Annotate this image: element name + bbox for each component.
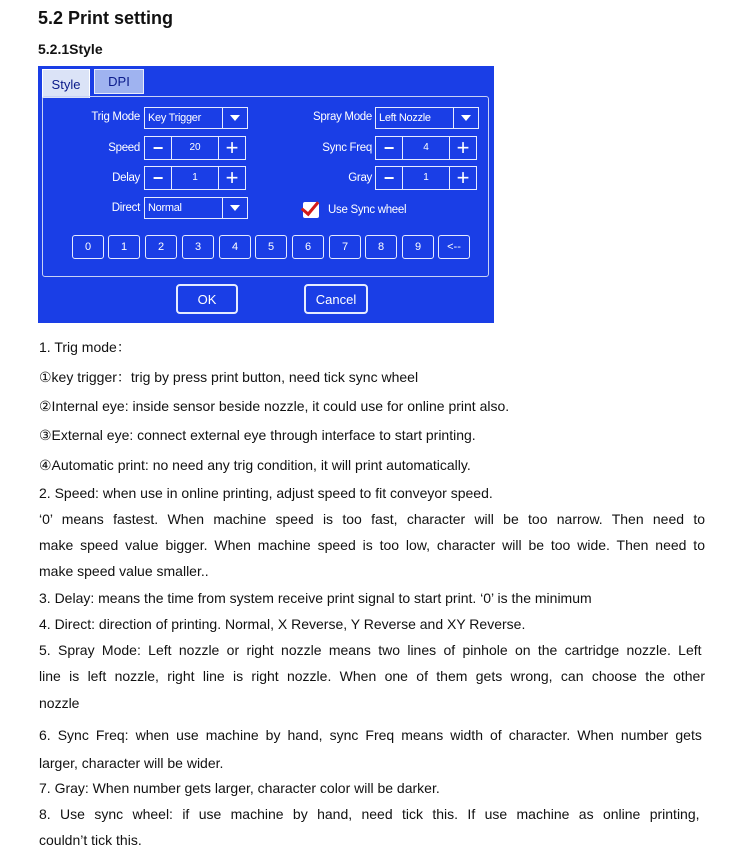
direct-select[interactable] — [144, 197, 248, 219]
sync-freq-label: Sync Freq — [322, 142, 372, 154]
key-3[interactable]: 3 — [182, 235, 214, 259]
minus-icon[interactable]: − — [376, 137, 403, 159]
paragraph-line: make speed value smaller.. — [39, 563, 209, 579]
list-item-internal-eye: ②Internal eye: inside sensor beside nozzle, it could use for online print also. — [39, 398, 510, 414]
list-item-gray: 7. Gray: When number gets larger, character color will be darker. — [39, 780, 440, 796]
minus-icon[interactable]: − — [145, 167, 172, 189]
cancel-button[interactable]: Cancel — [304, 284, 368, 314]
delay-stepper[interactable] — [144, 166, 246, 190]
paragraph-line: line is left nozzle, right line is right nozzle. When one of them gets wrong, can choose the other — [39, 668, 705, 684]
list-item-direct: 4. Direct: direction of printing. Normal, X Reverse, Y Reverse and XY Reverse. — [39, 616, 526, 632]
key-6[interactable]: 6 — [292, 235, 324, 259]
spray-mode-select[interactable] — [375, 107, 479, 129]
list-item-spray-mode: 5. Spray Mode: Left nozzle or right nozzle means two lines of pinhole on the cartridge nozzle. Left — [39, 642, 702, 658]
paragraph-line: couldn’t tick this. — [39, 832, 142, 848]
direct-label: Direct — [111, 202, 140, 214]
tab-style[interactable]: Style — [42, 69, 90, 98]
trig-mode-value: Key Trigger — [148, 112, 201, 124]
key-0[interactable]: 0 — [72, 235, 104, 259]
list-item-delay: 3. Delay: means the time from system receive print signal to start print. ‘0’ is the minimum — [39, 590, 592, 606]
style-settings-panel — [38, 66, 494, 323]
sync-freq-stepper[interactable] — [375, 136, 477, 160]
paragraph-line: nozzle — [39, 695, 80, 711]
speed-label: Speed — [108, 142, 140, 154]
gray-stepper[interactable] — [375, 166, 477, 190]
paragraph-line: ‘0’ means fastest. When machine speed is too fast, character will be too narrow. Then need to — [39, 511, 705, 527]
chevron-down-icon[interactable] — [453, 108, 478, 128]
list-item-speed: 2. Speed: when use in online printing, adjust speed to fit conveyor speed. — [39, 485, 493, 501]
delay-value[interactable]: 1 — [192, 172, 198, 183]
list-item-key-trigger: ①key trigger：trig by press print button, need tick sync wheel — [39, 369, 419, 385]
spray-mode-label: Spray Mode — [312, 111, 372, 123]
speed-stepper[interactable] — [144, 136, 246, 160]
list-item-sync-freq: 6. Sync Freq: when use machine by hand, sync Freq means width of character. When number gets — [39, 727, 702, 743]
gray-value[interactable]: 1 — [423, 172, 429, 183]
direct-value: Normal — [148, 202, 182, 214]
gray-label: Gray — [348, 172, 372, 184]
paragraph-line: make speed value bigger. When machine speed is too low, character will be too wide. Then need to — [39, 537, 705, 553]
key-8[interactable]: 8 — [365, 235, 397, 259]
sync-wheel-label: Use Sync wheel — [328, 204, 407, 216]
list-item-trig-mode: 1. Trig mode： — [39, 339, 131, 355]
trig-mode-select[interactable] — [144, 107, 248, 129]
plus-icon[interactable]: + — [218, 137, 245, 159]
plus-icon[interactable]: + — [218, 167, 245, 189]
key-4[interactable]: 4 — [219, 235, 251, 259]
list-item-external-eye: ③External eye: connect external eye through interface to start printing. — [39, 427, 476, 443]
spray-mode-value: Left Nozzle — [379, 112, 431, 124]
minus-icon[interactable]: − — [376, 167, 403, 189]
backspace-key[interactable]: <-- — [438, 235, 470, 259]
trig-mode-label: Trig Mode — [91, 111, 140, 123]
delay-label: Delay — [112, 172, 140, 184]
section-heading: 5.2 Print setting — [38, 8, 174, 28]
list-item-automatic-print: ④Automatic print: no need any trig condition, it will print automatically. — [39, 457, 471, 473]
plus-icon[interactable]: + — [449, 167, 476, 189]
minus-icon[interactable]: − — [145, 137, 172, 159]
key-2[interactable]: 2 — [145, 235, 177, 259]
sync-wheel-checkbox[interactable] — [303, 202, 319, 218]
key-1[interactable]: 1 — [108, 235, 140, 259]
key-9[interactable]: 9 — [402, 235, 434, 259]
chevron-down-icon[interactable] — [222, 108, 247, 128]
chevron-down-icon[interactable] — [222, 198, 247, 218]
ok-button[interactable]: OK — [176, 284, 238, 314]
sync-freq-value[interactable]: 4 — [423, 142, 429, 153]
subsection-heading: 5.2.1Style — [38, 41, 103, 57]
paragraph-line: larger, character will be wider. — [39, 755, 224, 771]
plus-icon[interactable]: + — [449, 137, 476, 159]
key-5[interactable]: 5 — [255, 235, 287, 259]
speed-value[interactable]: 20 — [189, 142, 201, 153]
tab-dpi[interactable]: DPI — [94, 69, 144, 94]
list-item-sync-wheel: 8. Use sync wheel: if use machine by hand, need tick this. If use machine as online printing, — [39, 806, 700, 822]
key-7[interactable]: 7 — [329, 235, 361, 259]
